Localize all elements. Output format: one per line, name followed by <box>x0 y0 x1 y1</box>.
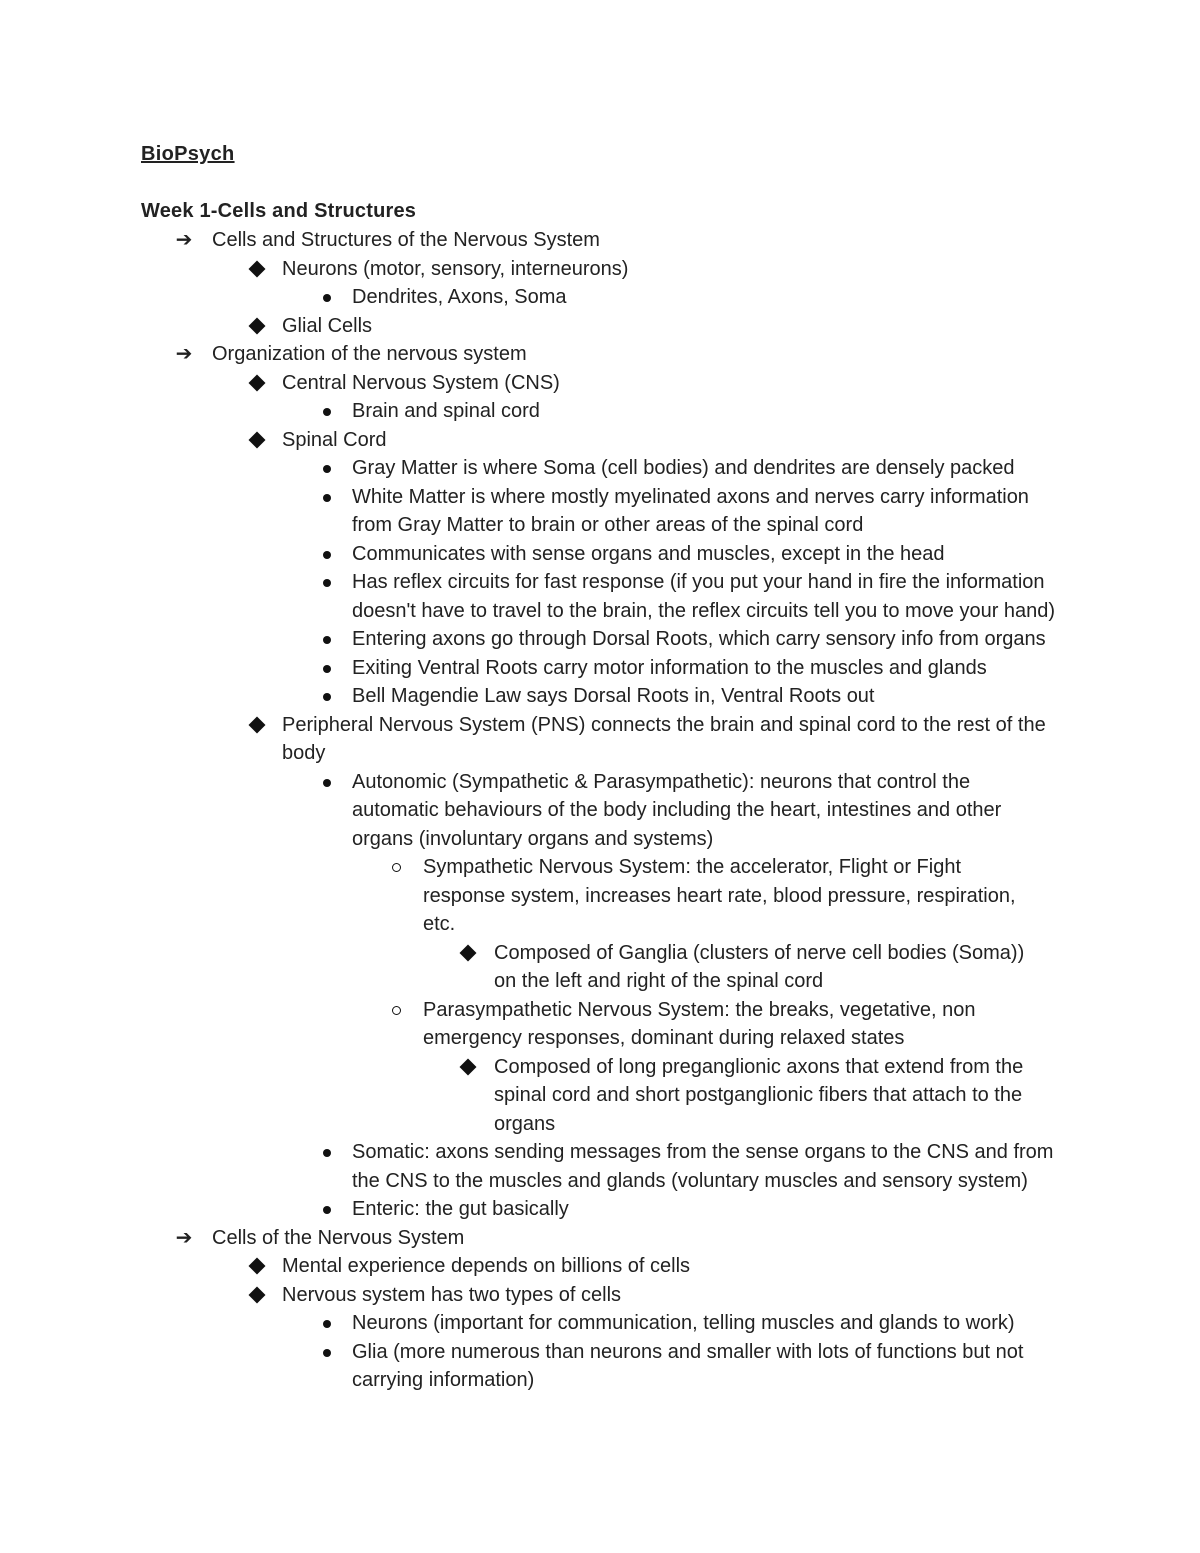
outline-item-level-2 <box>0 255 1200 284</box>
notes-outline <box>0 226 1200 1395</box>
outline-item-level-5 <box>0 1053 1200 1139</box>
outline-item-text: Composed of Ganglia (clusters of nerve cell bodies (Soma)) on the left and right of the spinal cord <box>494 941 1025 992</box>
outline-item-text: Dendrites, Axons, Soma <box>352 286 567 308</box>
week-heading: Week 1-Cells and Structures <box>141 200 417 222</box>
outline-item-text: Gray Matter is where Soma (cell bodies) and dendrites are densely packed <box>352 457 1015 479</box>
outline-item-text: Cells and Structures of the Nervous System <box>212 229 600 251</box>
outline-item-text: Nervous system has two types of cells <box>282 1283 622 1306</box>
outline-item-level-2 <box>0 369 1200 398</box>
outline-item-text: Parasympathetic Nervous System: the breaks, vegetative, non emergency responses, dominant during relaxed states <box>423 998 976 1049</box>
outline-item-level-4 <box>0 996 1200 1053</box>
arrow-bullet-icon: ➔ <box>175 1226 193 1249</box>
outline-item-level-3 <box>0 397 1200 426</box>
outline-item-level-4 <box>0 853 1200 939</box>
outline-item-level-2 <box>0 1252 1200 1281</box>
outline-item-level-3 <box>0 483 1200 540</box>
outline-item-level-5 <box>0 939 1200 996</box>
outline-item-text: Glial Cells <box>282 314 373 337</box>
outline-item-level-3 <box>0 768 1200 854</box>
outline-item-level-3 <box>0 1138 1200 1195</box>
outline-item-level-1 <box>0 1224 1200 1253</box>
outline-item-level-3 <box>0 1338 1200 1395</box>
outline-item-level-3 <box>0 454 1200 483</box>
outline-item-level-3 <box>0 625 1200 654</box>
outline-item-level-3 <box>0 682 1200 711</box>
outline-item-level-2 <box>0 426 1200 455</box>
outline-item-level-3 <box>0 1309 1200 1338</box>
outline-item-text: White Matter is where mostly myelinated axons and nerves carry information from Gray Matter to brain or other areas of the spinal cord <box>352 485 1029 536</box>
outline-item-text: Exiting Ventral Roots carry motor information to the muscles and glands <box>352 656 987 679</box>
outline-item-text: Mental experience depends on billions of cells <box>282 1255 691 1277</box>
outline-item-level-2 <box>0 1281 1200 1310</box>
outline-item-level-3 <box>0 1195 1200 1224</box>
outline-item-text: Organization of the nervous system <box>212 343 527 365</box>
outline-item-level-3 <box>0 540 1200 569</box>
outline-item-text: Brain and spinal cord <box>352 400 540 422</box>
document-title: BioPsych <box>141 143 235 165</box>
outline-item-text: Neurons (motor, sensory, interneurons) <box>282 257 629 280</box>
outline-item-text: Cells of the Nervous System <box>212 1226 465 1249</box>
outline-item-level-1 <box>0 226 1200 255</box>
outline-item-text: Central Nervous System (CNS) <box>282 371 560 394</box>
outline-item-text: Communicates with sense organs and muscles, except in the head <box>352 542 945 565</box>
arrow-bullet-icon: ➔ <box>175 229 193 251</box>
outline-item-level-1 <box>0 340 1200 369</box>
outline-item-text: Enteric: the gut basically <box>352 1198 569 1220</box>
outline-item-text: Bell Magendie Law says Dorsal Roots in, Ventral Roots out <box>352 685 875 707</box>
outline-item-text: Peripheral Nervous System (PNS) connects the brain and spinal cord to the rest of the body <box>282 713 1046 764</box>
outline-item-text: Has reflex circuits for fast response (if you put your hand in fire the information doesn't have to travel to the brain, the reflex circuits tell you to move your hand) <box>352 571 1056 622</box>
outline-item-text: Autonomic (Sympathetic & Parasympathetic): neurons that control the automatic behaviours of the body including the heart, intestines and other organs (involuntary organs and systems) <box>352 770 1002 850</box>
outline-item-text: Sympathetic Nervous System: the accelerator, Flight or Fight response system, increases heart rate, blood pressure, respiration, etc. <box>423 856 1016 935</box>
outline-item-level-3 <box>0 654 1200 683</box>
outline-item-text: Spinal Cord <box>282 428 387 451</box>
outline-item-text: Neurons (important for communication, telling muscles and glands to work) <box>352 1312 1015 1334</box>
arrow-bullet-icon: ➔ <box>175 343 193 365</box>
outline-item-text: Somatic: axons sending messages from the sense organs to the CNS and from the CNS to the muscles and glands (voluntary muscles and sensory system) <box>352 1141 1054 1192</box>
outline-item-text: Entering axons go through Dorsal Roots, which carry sensory info from organs <box>352 628 1046 650</box>
outline-item-level-3 <box>0 568 1200 625</box>
outline-item-text: Glia (more numerous than neurons and smaller with lots of functions but not carrying information) <box>352 1340 1024 1391</box>
outline-item-level-2 <box>0 711 1200 768</box>
outline-item-level-2 <box>0 312 1200 341</box>
outline-item-text: Composed of long preganglionic axons that extend from the spinal cord and short postganglionic fibers that attach to the organs <box>494 1055 1024 1135</box>
outline-item-level-3 <box>0 283 1200 312</box>
